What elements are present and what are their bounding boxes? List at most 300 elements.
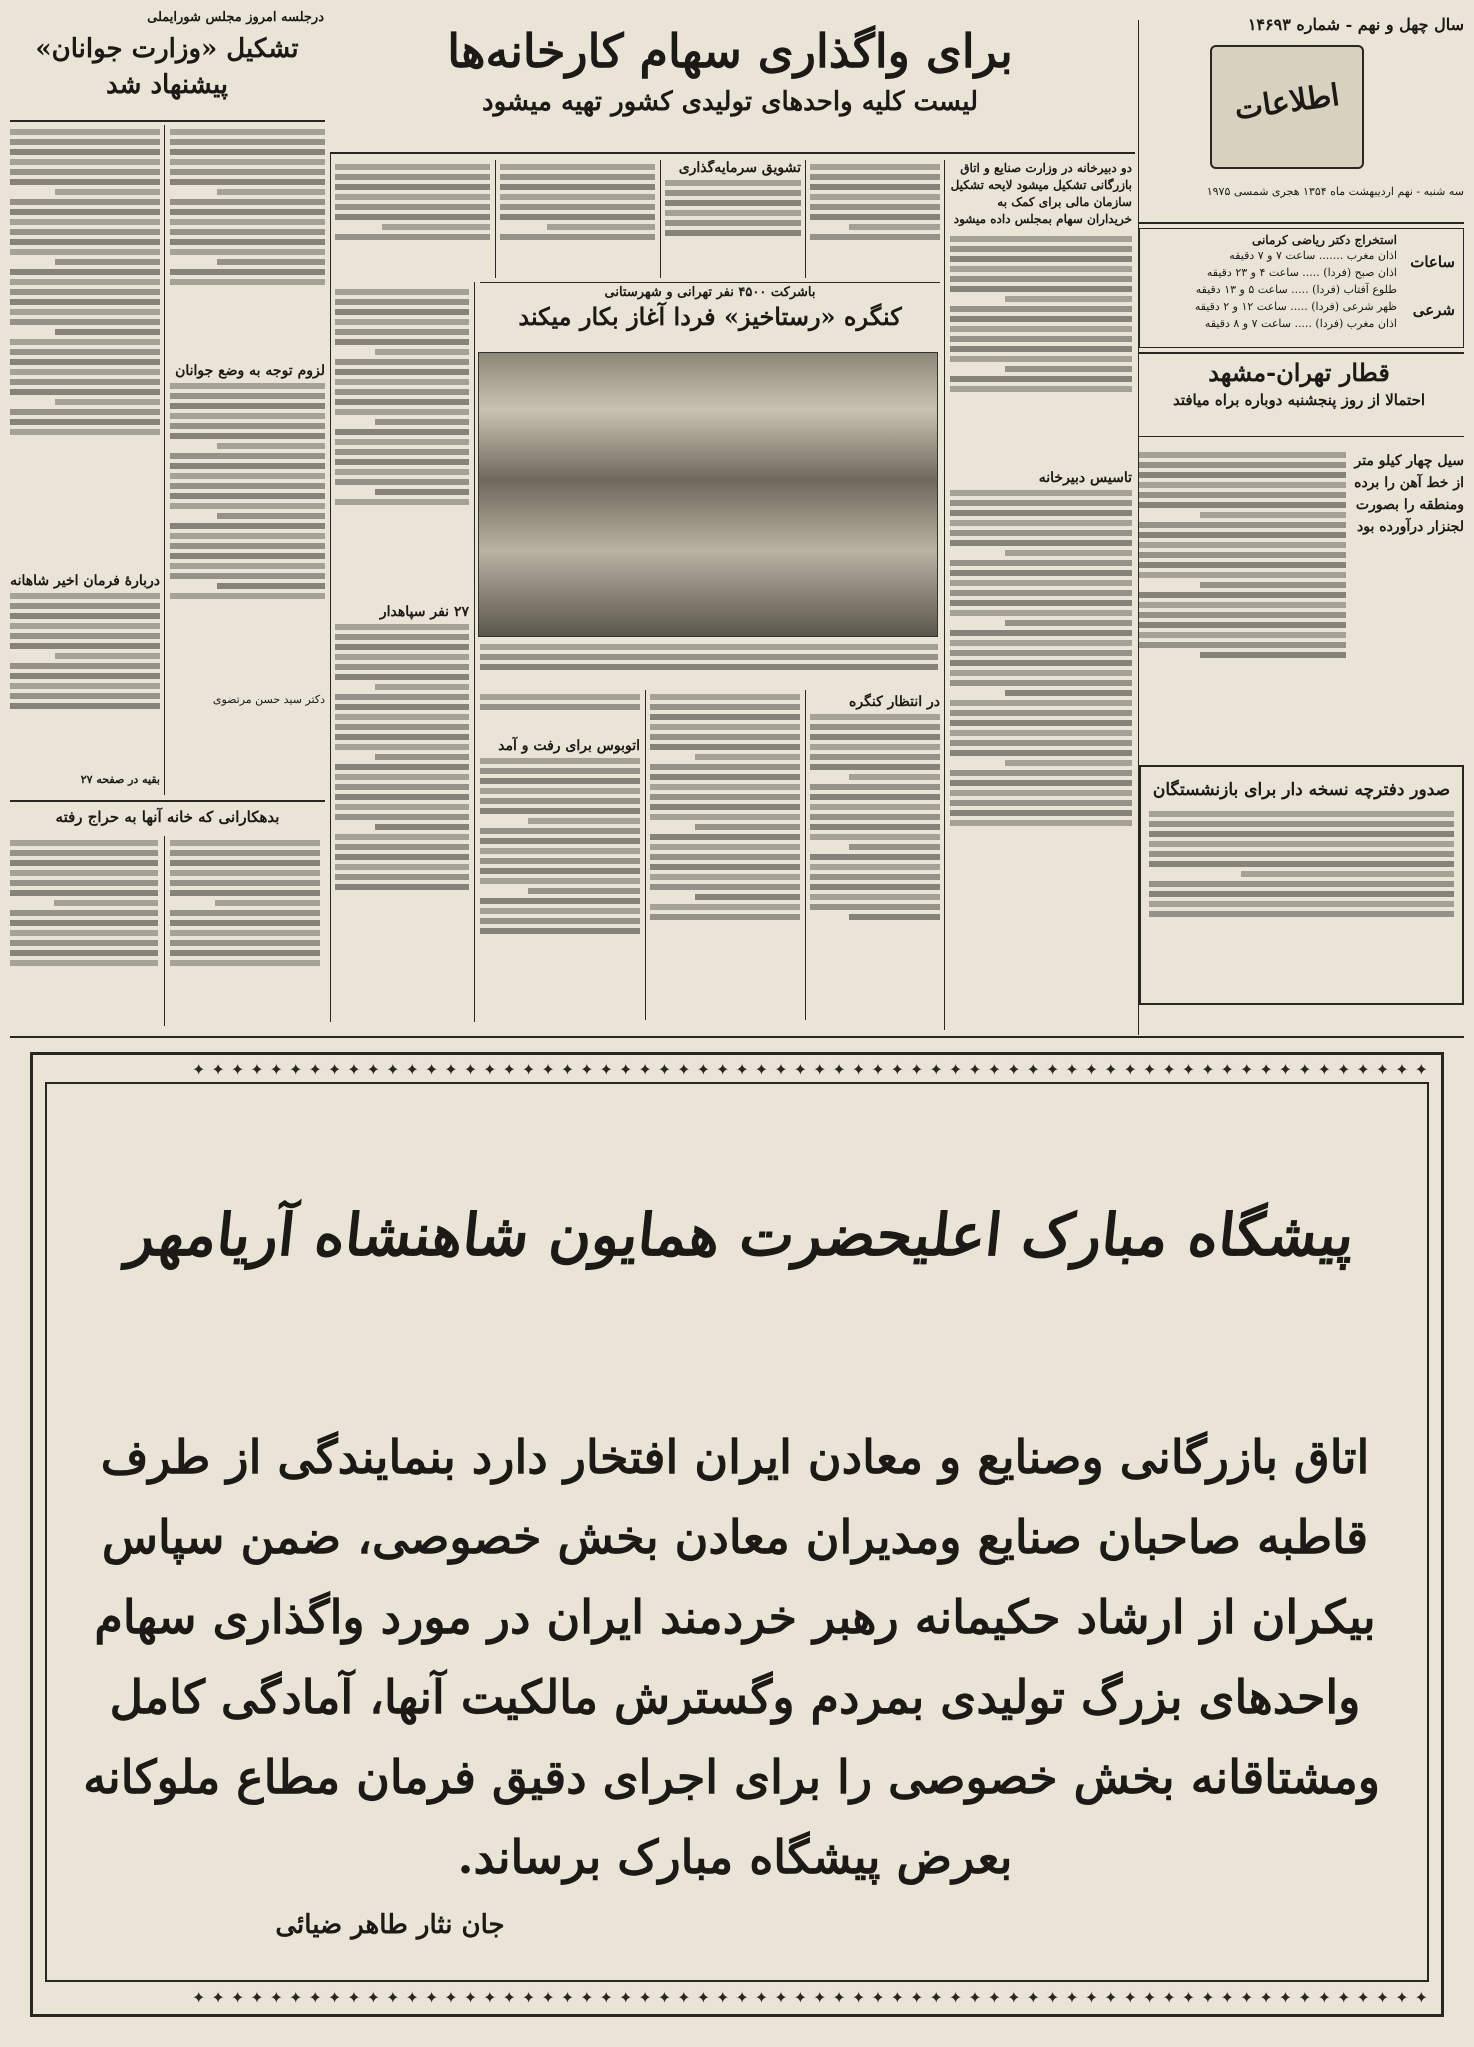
text-line [335,624,469,630]
text-line [810,894,940,900]
text-line [650,834,800,840]
text-line [650,844,800,850]
main-subhead-establish: تاسیس دبیرخانه [1038,470,1132,486]
congress-sub-sepahdar: ۲۷ نفر سپاهدار [379,604,469,620]
text-line [170,383,325,389]
text-line [10,219,160,225]
text-line [500,174,655,180]
train-body-text [1138,448,1346,748]
text-line [335,674,469,680]
text-line [54,900,158,906]
text-line [170,453,325,459]
text-line [480,858,640,864]
text-line [10,169,160,175]
text-line [10,129,160,135]
text-line [849,914,940,920]
left-kicker: درجلسه امروز مجلس شورایملی [147,10,324,25]
text-line [375,684,469,690]
text-line [1138,492,1346,498]
text-line [10,663,160,669]
train-headline: قطار تهران-مشهد [1208,358,1390,387]
text-line [950,560,1132,566]
text-line [335,874,469,880]
house-auction-headline: بدهکارانی که خانه آنها به حراج رفته [55,808,280,826]
text-line [810,714,940,720]
text-line [10,249,160,255]
text-line [810,194,940,200]
main-col-f [335,600,469,1020]
text-line [375,349,469,355]
text-line [335,379,469,385]
text-line [849,774,940,780]
text-line [10,369,160,375]
text-line [950,810,1132,816]
text-line [10,149,160,155]
text-line [480,758,640,764]
text-line [170,219,325,225]
text-line [1138,542,1346,548]
text-line [650,704,800,710]
main-story-header [330,20,1130,150]
prayer-row: ظهر شرعی (فردا) ..... ساعت ۱۲ و ۲ دقیقه [1194,300,1397,313]
text-line [665,200,801,206]
text-line [10,419,160,425]
text-line [950,780,1132,786]
text-line [10,159,160,165]
text-line [55,189,160,195]
text-line [10,683,160,689]
text-line [10,860,158,866]
text-line [1200,582,1346,588]
text-line [10,389,160,395]
text-line [10,309,160,315]
text-line [10,379,160,385]
main-col-a [810,160,940,278]
text-line [950,386,1132,392]
text-line [950,246,1132,252]
text-line [500,184,655,190]
text-line [170,930,320,936]
prayer-times-title: استخراج دکتر ریاضی کرمانی [1251,233,1397,247]
text-line [810,184,940,190]
text-line [335,359,469,365]
text-line [335,724,469,730]
congress-hall-photo [478,352,938,637]
text-line [10,850,158,856]
text-line [335,499,469,505]
text-line [10,429,160,435]
prayer-row: اذان صبح (فردا) ..... ساعت ۴ و ۲۳ دقیقه [1206,266,1397,279]
text-line [10,593,160,599]
text-line [1138,592,1346,598]
text-line [335,339,469,345]
text-line [480,664,938,670]
text-line [170,950,320,956]
text-line [170,910,320,916]
text-line [335,884,469,890]
photo-caption [480,640,938,685]
text-line [1149,861,1454,867]
prayer-row: طلوع آفتاب (فردا) ..... ساعت ۵ و ۱۳ دقیقه [1195,283,1397,296]
text-line [217,583,326,589]
text-line [10,890,158,896]
text-line [480,838,640,844]
text-line [10,209,160,215]
text-line [170,493,325,499]
text-line [950,820,1132,826]
train-subhead: احتمالا از روز پنجشنبه دوباره براه میافتد [1172,391,1426,409]
text-line [1138,502,1346,508]
text-line [650,764,800,770]
text-line [170,533,325,539]
text-line [170,129,325,135]
text-line [950,490,1132,496]
text-line [1149,811,1454,817]
text-line [950,610,1132,616]
text-line [480,898,640,904]
text-line [10,920,158,926]
left-sub-decree: دربارهٔ فرمان اخیر شاهانه [10,573,160,589]
congress-col-1 [810,690,940,1020]
text-line [950,680,1132,686]
text-line [170,940,320,946]
text-line [480,878,640,884]
text-line [810,884,940,890]
text-line [335,174,490,180]
congress-kicker: باشرکت ۴۵۰۰ نفر تهرانی و شهرستانی [604,285,816,300]
main-subhead: لیست کلیه واحدهای تولیدی کشور تهیه میشود [481,87,979,117]
text-line [1138,602,1346,608]
text-line [950,740,1132,746]
text-line [10,693,160,699]
text-line [950,540,1132,546]
text-line [335,439,469,445]
text-line [480,788,640,794]
text-line [10,239,160,245]
text-line [10,613,160,619]
text-line [650,814,800,820]
text-line [170,229,325,235]
text-line [1138,612,1346,618]
prayer-times-label: ساعات [1410,253,1455,271]
text-line [55,653,160,659]
text-line [665,230,801,236]
text-line [10,870,158,876]
text-line [55,399,160,405]
text-line [170,269,325,275]
text-line [335,644,469,650]
text-line [1005,366,1132,372]
text-line [650,794,800,800]
text-line [695,824,800,830]
text-line [170,563,325,569]
text-line [335,194,490,200]
text-line [335,784,469,790]
ad-signature: جان نثار طاهر ضیائی [275,1910,505,1940]
text-line [170,239,325,245]
congress-col-3 [480,690,640,1020]
text-line [810,164,940,170]
text-line [335,764,469,770]
text-line [10,603,160,609]
text-line [10,279,160,285]
text-line [1138,622,1346,628]
text-line [10,950,158,956]
left-headline: تشکیل «وزارت جوانان» پیشنهاد شد [35,34,299,100]
text-line [1200,652,1346,658]
text-line [10,179,160,185]
text-line [10,199,160,205]
text-line [950,590,1132,596]
text-line [810,724,940,730]
main-body-text-2 [950,490,1132,970]
text-line [1149,891,1454,897]
text-line [650,864,800,870]
text-line [1005,760,1132,766]
text-line [480,654,938,660]
text-line [950,750,1132,756]
text-line [10,880,158,886]
text-line [170,159,325,165]
text-line [170,403,325,409]
text-line [1005,620,1132,626]
text-line [650,774,800,780]
prayer-times-box [1139,228,1464,348]
text-line [375,824,469,830]
text-line [10,339,160,345]
text-line [1138,472,1346,478]
text-line [950,316,1132,322]
text-line [950,286,1132,292]
text-line [10,229,160,235]
text-line [1138,552,1346,558]
left-byline: دکتر سید حسن مرتضوی [212,693,325,706]
text-line [1138,462,1346,468]
text-line [950,770,1132,776]
text-line [950,630,1132,636]
text-line [665,210,801,216]
text-line [650,804,800,810]
text-line [480,808,640,814]
ad-line-6: بعرض پیشگاه مبارک برساند. [457,1830,1013,1884]
text-line [170,593,325,599]
text-line [480,694,640,700]
text-line [950,660,1132,666]
text-line [375,754,469,760]
text-line [950,730,1132,736]
text-line [335,449,469,455]
text-line [335,704,469,710]
text-line [950,650,1132,656]
text-line [170,199,325,205]
text-line [1149,831,1454,837]
text-line [170,573,325,579]
main-col-d [335,160,490,278]
text-line [335,399,469,405]
text-line [10,319,160,325]
text-line [170,860,320,866]
ad-star-border-top: ✦✦✦✦✦✦✦✦✦✦✦✦✦✦✦✦✦✦✦✦✦✦✦✦✦✦✦✦✦✦✦✦✦✦✦✦✦✦✦✦✦✦✦✦✦✦✦✦✦✦✦✦✦✦✦✦✦✦✦✦✦✦✦✦ [192,1060,1434,1079]
text-line [1138,642,1346,648]
text-line [170,249,325,255]
text-line [10,703,160,709]
text-line [810,234,940,240]
text-line [335,459,469,465]
ad-line-3: بیکران از ارشاد حکیمانه رهبر خردمند ایران در مورد واگذاری سهام [94,1590,1376,1644]
main-subhead-invest: تشویق سرمایه‌گذاری [678,160,801,176]
text-line [650,854,800,860]
text-line [335,319,469,325]
text-line [810,744,940,750]
text-line [665,190,801,196]
text-line [810,804,940,810]
ad-line-4: واحدهای بزرگ تولیدی بمردم وگسترش مالکیت آنها، آمادگی کامل [109,1670,1361,1724]
text-line [335,774,469,780]
text-line [650,714,800,720]
text-line [810,784,940,790]
prayer-sharia-label: شرعی [1412,301,1455,319]
insurance-headline: صدور دفترچه نسخه دار برای بازنشستگان [1152,780,1451,800]
congress-sub-waiting: در انتظار کنگره [849,694,940,710]
text-line [170,543,325,549]
text-line [335,289,469,295]
text-line [10,299,160,305]
text-line [950,306,1132,312]
text-line [480,928,640,934]
insurance-box [1139,765,1464,1005]
text-line [810,824,940,830]
text-line [1149,901,1454,907]
text-line [10,139,160,145]
text-line [480,828,640,834]
text-line [335,814,469,820]
text-line [170,483,325,489]
text-line [810,204,940,210]
text-line [55,259,160,265]
text-line [480,768,640,774]
text-line [335,734,469,740]
text-line [10,673,160,679]
text-line [950,276,1132,282]
text-line [335,309,469,315]
text-line [10,349,160,355]
text-line [170,279,325,285]
text-line [950,600,1132,606]
text-line [1138,522,1346,528]
text-line [1138,632,1346,638]
text-line [810,794,940,800]
text-line [170,870,320,876]
text-line [382,224,491,230]
house-auction-story [10,806,325,1031]
text-line [950,256,1132,262]
text-line [650,914,800,920]
text-line [665,220,801,226]
text-line [810,854,940,860]
text-line [335,184,490,190]
text-line [170,393,325,399]
text-line [480,778,640,784]
logo-text: اطلاعات [1232,77,1342,128]
text-line [950,510,1132,516]
text-line [335,864,469,870]
main-headline: برای واگذاری سهام کارخانه‌ها [447,24,1013,78]
text-line [500,204,655,210]
left-sub-youth: لزوم توجه به وضع جوانان [175,363,325,379]
text-line [810,754,940,760]
main-col-c [500,160,655,278]
text-line [1149,881,1454,887]
text-line [810,174,940,180]
text-line [335,164,490,170]
text-line [335,329,469,335]
text-line [849,224,940,230]
text-line [480,908,640,914]
text-line [528,888,640,894]
text-line [170,890,320,896]
text-line [950,266,1132,272]
text-line [528,818,640,824]
text-line [650,884,800,890]
text-line [335,794,469,800]
text-line [810,864,940,870]
text-line [650,874,800,880]
text-line [335,664,469,670]
main-lead: دو دبیرخانه در وزارت صنایع و اتاق بازرگانی تشکیل میشود لایحه تشکیل سازمان مالی برای کمک به خریداران سهام بمجلس داده میشود [950,161,1132,226]
text-line [335,389,469,395]
text-line [10,409,160,415]
text-line [10,359,160,365]
text-line [335,369,469,375]
text-line [950,710,1132,716]
text-line [950,570,1132,576]
text-line [480,704,640,710]
text-line [950,236,1132,242]
text-line [335,469,469,475]
text-line [215,900,320,906]
text-line [335,714,469,720]
text-line [1138,572,1346,578]
ad-line-2: قاطبه صاحبان صنایع ومدیران معادن بخش خصوصی، ضمن سپاس [101,1510,1369,1564]
text-line [950,670,1132,676]
text-line [375,489,469,495]
text-line [170,139,325,145]
left-continued: بقیه در صفحه ۲۷ [80,773,160,786]
ad-line-1: اتاق بازرگانی وصنایع و معادن ایران افتخار دارد بنمایندگی از طرف [100,1430,1370,1484]
text-line [950,520,1132,526]
text-line [170,880,320,886]
text-line [10,960,158,966]
text-line [170,920,320,926]
text-line [695,894,800,900]
newspaper-logo [1210,45,1364,169]
text-line [170,179,325,185]
text-line [1138,452,1346,458]
text-line [217,259,326,265]
text-line [1005,690,1132,696]
text-line [10,633,160,639]
text-line [810,734,940,740]
text-line [335,299,469,305]
text-line [500,214,655,220]
congress-headline: کنگره «رستاخیز» فردا آغاز بکار میکند [518,302,902,331]
text-line [1241,871,1455,877]
text-line [170,850,320,856]
masthead [1134,15,1464,220]
insurance-body-text [1149,811,1454,971]
ad-title: پیشگاه مبارک اعلیحضرت همایون شاهنشاه آریامهر [123,1201,1358,1269]
text-line [10,623,160,629]
